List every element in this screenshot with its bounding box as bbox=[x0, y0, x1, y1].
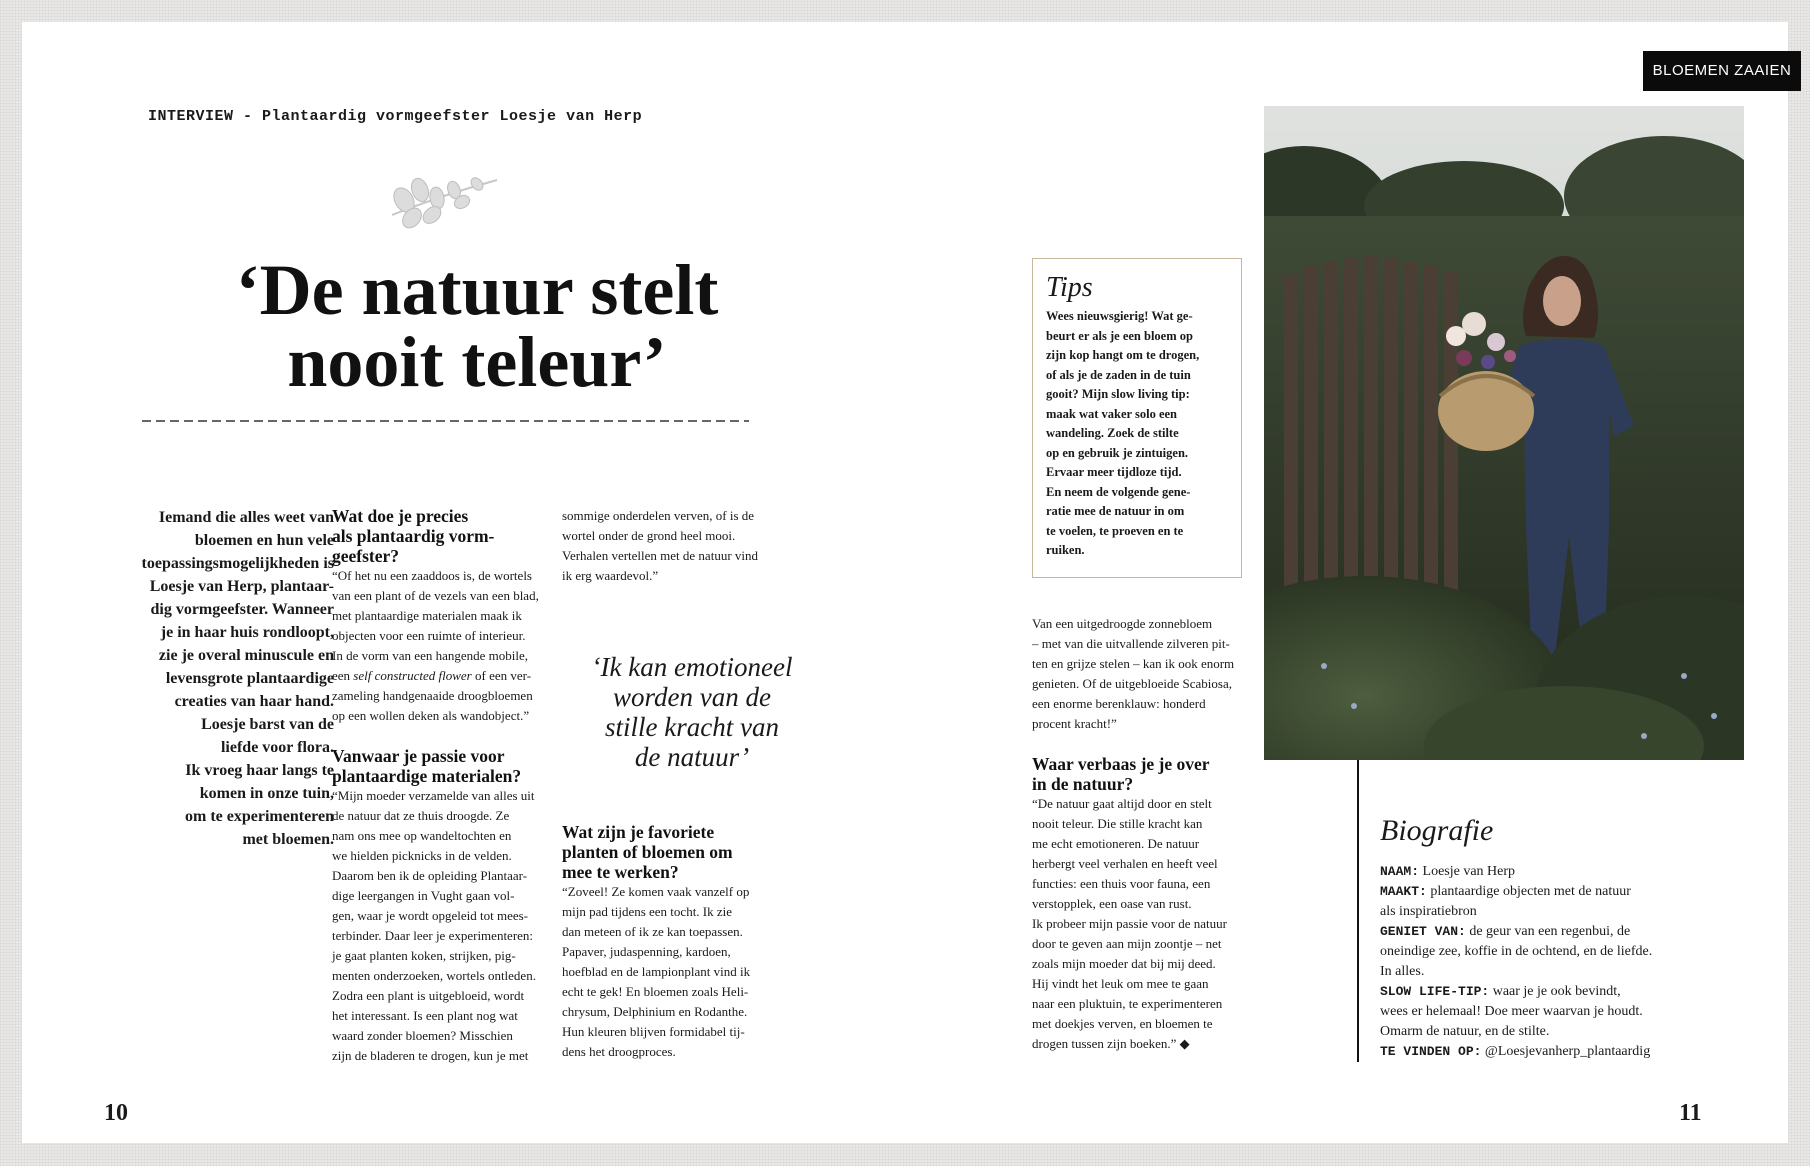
answer-line: ik erg waardevol.” bbox=[562, 568, 659, 583]
tips-text bbox=[1046, 307, 1228, 561]
answer-line: me echt emotioneren. De natuur bbox=[1032, 836, 1200, 851]
answer-line: door te geven aan mijn zoontje – net bbox=[1032, 936, 1222, 951]
headline-line-2: nooit teleur’ bbox=[287, 322, 667, 402]
intro-line: Iemand die alles weet van bbox=[158, 509, 334, 526]
answer-line: herbergt veel verhalen en heeft veel bbox=[1032, 856, 1218, 871]
question-3 bbox=[562, 822, 792, 882]
leaf-sprig-icon bbox=[382, 160, 502, 230]
page-number-right: 11 bbox=[1679, 1100, 1702, 1126]
answer-line: hoefblad en de lampionplant vind ik bbox=[562, 964, 751, 979]
answer-line: op een wollen deken als wandobject.” bbox=[332, 708, 530, 723]
answer-line: een self constructed flower of een ver- bbox=[332, 668, 532, 683]
answer-line: ten en grijze stelen – kan ik ook enorm bbox=[1032, 656, 1235, 671]
intro-line: Ik vroeg haar langs te bbox=[185, 762, 334, 779]
answer-1 bbox=[332, 566, 547, 726]
tips-line: Ervaar meer tijdloze tijd. bbox=[1046, 465, 1182, 479]
answer-line: wortel onder de grond heel mooi. bbox=[562, 528, 736, 543]
intro-line: je in haar huis rondloopt, bbox=[160, 624, 334, 641]
tips-line: gooit? Mijn slow living tip: bbox=[1046, 387, 1190, 401]
answer-line: drogen tussen zijn boeken.” ◆ bbox=[1032, 1036, 1190, 1051]
answer-4 bbox=[1032, 794, 1247, 1054]
pull-quote-line: ‘Ik kan emotioneel bbox=[591, 652, 793, 682]
answer-line: menten onderzoeken, wortels ontleden. bbox=[332, 968, 536, 983]
bio-divider bbox=[1357, 760, 1359, 1062]
question-line: in de natuur? bbox=[1032, 774, 1134, 794]
answer-line: Verhalen vertellen met de natuur vind bbox=[562, 548, 759, 563]
pull-quote-line: stille kracht van bbox=[605, 712, 779, 742]
answer-line: Zodra een plant is uitgebloeid, wordt bbox=[332, 988, 525, 1003]
answer-line: met plantaardige materialen maak ik bbox=[332, 608, 522, 623]
answer-line: zameling handgenaaide droogbloemen bbox=[332, 688, 533, 703]
tips-line: te voelen, te proeven en te bbox=[1046, 523, 1184, 538]
question-1 bbox=[332, 506, 547, 566]
headline bbox=[142, 250, 812, 402]
answer-line: een enorme berenklauw: honderd bbox=[1032, 696, 1206, 711]
bio-block: NAAM: Loesje van Herp MAAKT: plantaardige objecten met de natuur als inspiratiebron GENIET VAN: de geur van een regenbui, de oneindige zee, koffie in de ochtend, en de liefde. In alles. SLOW LIFE-TIP: waar je je ook bevindt, wees er helemaal! Doe meer waarvan je houdt. Omarm de natuur, en de stilte. TE VINDEN OP: @Loesjevanherp_plantaardig bbox=[1380, 862, 1700, 1062]
intro-line: liefde voor flora. bbox=[220, 739, 334, 756]
tips-title: Tips bbox=[1046, 272, 1093, 303]
tips-line: ratie mee de natuur in om bbox=[1046, 504, 1185, 518]
answer-line: – met van die uitvallende zilveren pit- bbox=[1032, 636, 1230, 651]
intro-line: toepassingsmogelijkheden is bbox=[141, 555, 334, 572]
answer-line: nam ons mee op wandeltochten en bbox=[332, 828, 512, 843]
column-3-lower bbox=[562, 822, 792, 1062]
answer-line: mijn pad tijdens een tocht. Ik zie bbox=[562, 904, 733, 919]
section-badge: BLOEMEN ZAAIEN bbox=[1643, 51, 1801, 91]
bio-geniet: GENIET VAN: de geur van een regenbui, de bbox=[1380, 924, 1631, 939]
answer-line: “Of het nu een zaaddoos is, de wortels bbox=[332, 568, 532, 583]
question-line: Wat zijn je favoriete bbox=[562, 822, 715, 842]
question-line: Vanwaar je passie voor bbox=[332, 746, 505, 766]
question-line: planten of bloemen om bbox=[562, 842, 733, 862]
bio-social: TE VINDEN OP: @Loesjevanherp_plantaardig bbox=[1380, 1044, 1651, 1059]
answer-line: Ik probeer mijn passie voor de natuur bbox=[1032, 916, 1227, 931]
question-line: plantaardige materialen? bbox=[332, 766, 522, 786]
answer-line: chrysum, Delphinium en Rodanthe. bbox=[562, 1004, 748, 1019]
page-number-left: 10 bbox=[104, 1100, 128, 1126]
answer-2 bbox=[332, 786, 547, 1066]
answer-line: zoals mijn moeder dat bij mij deed. bbox=[1032, 956, 1216, 971]
tips-line: of als je de zaden in de tuin bbox=[1046, 367, 1191, 382]
answer-line: echt te gek! En bloemen zoals Heli- bbox=[562, 984, 749, 999]
question-line: geefster? bbox=[332, 546, 400, 566]
column-3 bbox=[562, 506, 792, 586]
column-2 bbox=[332, 506, 547, 1066]
bio-slow-tip: SLOW LIFE-TIP: waar je je ook bevindt, bbox=[1380, 984, 1621, 999]
answer-line: Hij vindt het leuk om mee te gaan bbox=[1032, 976, 1209, 991]
tips-line: Wees nieuwsgierig! Wat ge- bbox=[1046, 309, 1193, 323]
answer-line: verstopplek, een oase van rust. bbox=[1032, 896, 1192, 911]
question-line: Wat doe je precies bbox=[332, 506, 469, 526]
magazine-spread bbox=[22, 22, 1792, 1143]
dashed-divider bbox=[142, 418, 749, 424]
answer-continued bbox=[562, 506, 792, 586]
bio-naam: NAAM: Loesje van Herp bbox=[1380, 864, 1516, 879]
answer-line: van een plant of de vezels van een blad, bbox=[332, 588, 539, 603]
answer-line: Hun kleuren blijven formidabel tij- bbox=[562, 1024, 745, 1039]
answer-line: we hielden picknicks in de velden. bbox=[332, 848, 512, 863]
question-line: mee te werken? bbox=[562, 862, 679, 882]
tips-box bbox=[1032, 258, 1242, 578]
answer-line: genieten. Of de uitgebloeide Scabiosa, bbox=[1032, 676, 1232, 691]
tips-line: op en gebruik je zintuigen. bbox=[1046, 445, 1189, 460]
answer-line: objecten voor een ruimte of interieur. bbox=[332, 628, 526, 643]
answer-line: “Mijn moeder verzamelde van alles uit bbox=[332, 788, 535, 803]
bio-title: Biografie bbox=[1380, 814, 1494, 847]
answer-line: dige leergangen in Vught gaan vol- bbox=[332, 888, 515, 903]
intro-line: levensgrote plantaardige bbox=[165, 670, 334, 687]
tips-line: En neem de volgende gene- bbox=[1046, 484, 1191, 499]
headline-line-1: ‘De natuur stelt bbox=[235, 250, 719, 330]
intro-line: Loesje van Herp, plantaar- bbox=[149, 578, 334, 595]
answer-line: sommige onderdelen verven, of is de bbox=[562, 508, 755, 523]
intro-line: komen in onze tuin, bbox=[199, 785, 334, 802]
answer-line: je gaat planten koken, strijken, pig- bbox=[332, 948, 516, 963]
intro-line: Loesje barst van de bbox=[201, 716, 334, 733]
portrait-photo bbox=[1264, 106, 1744, 760]
intro-line: met bloemen. bbox=[242, 831, 334, 848]
tips-line: wandeling. Zoek de stilte bbox=[1046, 426, 1179, 440]
answer-line: zijn de bladeren te drogen, kun je met bbox=[332, 1048, 529, 1063]
answer-line: Van een uitgedroogde zonnebloem bbox=[1032, 616, 1213, 631]
answer-line: nooit teleur. Die stille kracht kan bbox=[1032, 816, 1203, 831]
answer-line: In de vorm van een hangende mobile, bbox=[332, 648, 529, 663]
pull-quote-line: worden van de bbox=[613, 682, 771, 712]
column-4 bbox=[1032, 614, 1247, 1054]
answer-line: gen, waar je wordt opgeleid tot mees- bbox=[332, 908, 529, 923]
pull-quote-line: de natuur’ bbox=[634, 742, 750, 772]
intro-line: om te experimenteren bbox=[185, 808, 334, 825]
answer-line: dan meteen of ik ze kan toepassen. bbox=[562, 924, 743, 939]
answer-line: Daarom ben ik de opleiding Plantaar- bbox=[332, 868, 528, 883]
question-2 bbox=[332, 746, 547, 786]
question-line: Waar verbaas je je over bbox=[1032, 754, 1210, 774]
answer-line: de natuur dat ze thuis droogde. Ze bbox=[332, 808, 510, 823]
tips-line: ruiken. bbox=[1046, 543, 1085, 557]
answer-line: waard zonder bloemen? Misschien bbox=[332, 1028, 513, 1043]
answer-line: functies: een thuis voor fauna, een bbox=[1032, 876, 1211, 891]
interview-kicker: INTERVIEW - Plantaardig vormgeefster Loesje van Herp bbox=[148, 108, 643, 125]
bio-maakt: MAAKT: plantaardige objecten met de natuur bbox=[1380, 884, 1631, 899]
tips-line: maak wat vaker solo een bbox=[1046, 406, 1178, 421]
answer-line: naar een pluktuin, te experimenteren bbox=[1032, 996, 1223, 1011]
pull-quote bbox=[582, 652, 802, 772]
answer-line: dens het droogproces. bbox=[562, 1044, 676, 1059]
intro-text bbox=[102, 506, 334, 851]
intro-line: dig vormgeefster. Wanneer bbox=[150, 601, 334, 618]
answer-line: “De natuur gaat altijd door en stelt bbox=[1032, 796, 1212, 811]
answer-line: “Zoveel! Ze komen vaak vanzelf op bbox=[562, 884, 750, 899]
intro-line: creaties van haar hand. bbox=[174, 693, 334, 710]
question-line: als plantaardig vorm- bbox=[332, 526, 495, 546]
answer-line: procent kracht!” bbox=[1032, 716, 1117, 731]
answer-line: Papaver, judaspenning, kardoen, bbox=[562, 944, 731, 959]
answer-line: met doekjes verven, en bloemen te bbox=[1032, 1016, 1213, 1031]
answer-line: het interessant. Is een plant nog wat bbox=[332, 1008, 518, 1023]
tips-line: zijn kop hangt om te drogen, bbox=[1046, 348, 1200, 362]
intro-line: zie je overal minuscule en bbox=[158, 647, 334, 664]
answer-3 bbox=[562, 882, 792, 1062]
answer-continued-2 bbox=[1032, 614, 1247, 734]
tips-line: beurt er als je een bloem op bbox=[1046, 328, 1193, 343]
question-4 bbox=[1032, 754, 1247, 794]
answer-line: terbinder. Daar leer je experimenteren: bbox=[332, 928, 534, 943]
intro-line: bloemen en hun vele bbox=[194, 532, 334, 549]
